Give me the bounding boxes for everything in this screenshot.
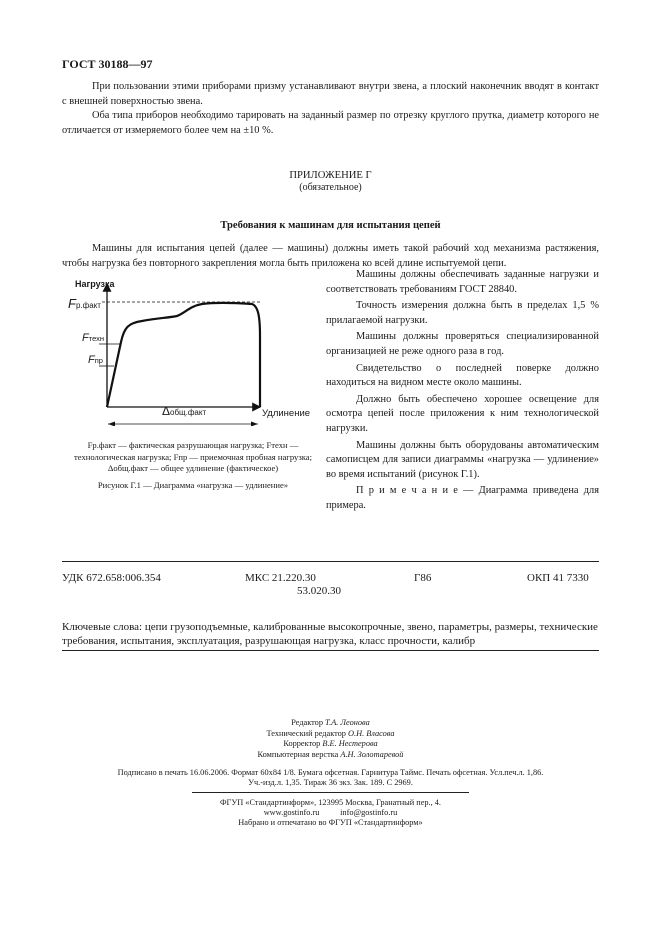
- intro-paragraph-1: При пользовании этими приборами призму устанавливают внутри звена, а плоский наконечник вводят в контакт с внешней поверхностью звена.: [62, 81, 599, 107]
- f-pr-label: Fпр: [88, 354, 103, 366]
- imprint-line-1: Подписано в печать 16.06.2006. Формат 60x84 1/8. Бумага офсетная. Гарнитура Таймс. Печать офсетная. Усл.печ.л. 1,86.: [117, 768, 544, 777]
- credits: [62, 718, 599, 760]
- figure-legend-1: Fр.факт — фактическая разрушающая нагрузка; Fтехн — технологическая нагрузка; Fпр — приемочная пробная нагрузка;: [74, 440, 312, 462]
- credit-tech-editor: Технический редактор О.Н. Власова: [266, 728, 395, 738]
- imprint-divider: [192, 792, 469, 793]
- credit-editor: Редактор Т.А. Леонова: [291, 718, 370, 727]
- mks-code-2: 53.020.30: [297, 585, 341, 597]
- f-tech-label: Fтехн: [82, 332, 104, 344]
- bottom-rule: [62, 650, 599, 651]
- udk-code: УДК 672.658:006.354: [62, 572, 161, 584]
- figure-caption: Рисунок Г.1 — Диаграмма «нагрузка — удлинение»: [97, 480, 289, 490]
- okp-code: ОКП 41 7330: [527, 572, 589, 584]
- classification-code: Г86: [414, 572, 432, 584]
- imprint-line-2: Уч.-изд.л. 1,35. Тираж 36 экз. Зак. 189. С 2969.: [248, 778, 413, 787]
- top-rule: [62, 561, 599, 562]
- requirement-item: Должно быть обеспечено хорошее освещение для осмотра цепей после приложения к ним технологической нагрузки.: [326, 393, 599, 434]
- note-text: — Диаграмма приведена для примера.: [326, 485, 599, 511]
- credit-proofreader: Корректор В.Е. Нестерова: [283, 739, 378, 749]
- y-axis-label: Нагрузка: [75, 279, 115, 289]
- requirement-item: Машины должны проверяться специализированной организацией не реже одного раза в год.: [326, 331, 599, 357]
- delta-arrow-right-icon: [251, 422, 258, 427]
- figure-legend-2: Δобщ.факт — общее удлинение (фактическое): [107, 463, 279, 473]
- imprint-line-4: www.gostinfo.ru info@gostinfo.ru: [263, 808, 398, 817]
- load-curve: [107, 303, 260, 407]
- requirement-item: Точность измерения должна быть в пределах 1,5 % прилагаемой нагрузки.: [326, 300, 599, 326]
- delta-label: Δобщ.факт: [162, 404, 207, 418]
- imprint-line-5: Набрано и отпечатано во ФГУП «Стандартинформ»: [238, 818, 423, 827]
- f-fact-label: Fр.факт: [68, 296, 101, 311]
- appendix-lead: Машины для испытания цепей (далее — машины) должны иметь такой рабочий ход механизма растяжения, чтобы нагрузка без повторного закрепления могла быть приложена ко всей длине испытуемой цепи.: [62, 243, 599, 269]
- appendix-title: ПРИЛОЖЕНИЕ Г: [289, 170, 372, 181]
- credit-layout: Компьютерная верстка А.Н. Золотаревой: [257, 749, 404, 759]
- note-label: П р и м е ч а н и е: [356, 485, 458, 497]
- requirement-item: Свидетельство о последней поверке должно находиться на видном месте около машины.: [326, 362, 599, 389]
- x-axis-label: Удлинение: [262, 408, 311, 419]
- delta-arrow-left-icon: [108, 422, 115, 427]
- note: [326, 484, 599, 513]
- keywords: Ключевые слова: цепи грузоподъемные, калиброванные высокопрочные, звено, параметры, размеры, технические требования, испытания, эксплуатация, разрушающая нагрузка, класс прочности, калибр: [62, 621, 598, 647]
- requirement-item: Машины должны обеспечивать заданные нагрузки и соответствовать требованиям ГОСТ 28840.: [326, 269, 599, 295]
- imprint-line-3: ФГУП «Стандартинформ», 123995 Москва, Гранатный пер., 4.: [220, 798, 441, 807]
- mks-code-1: МКС 21.220.30: [245, 572, 316, 584]
- requirement-item: Машины должны быть оборудованы автоматическим самописцем для записи диаграммы «нагрузка — удлинение» во время испытаний (рисунок Г.1).: [326, 439, 599, 480]
- doc-number: ГОСТ 30188—97: [62, 57, 153, 71]
- requirements-list: [326, 268, 599, 514]
- appendix-heading: Требования к машинам для испытания цепей: [220, 220, 441, 231]
- appendix-status: (обязательное): [299, 182, 362, 193]
- intro-paragraph-2: Оба типа приборов необходимо тарировать на заданный размер по отрезку круглого прутка, диаметр которого не отличается от измеряемого более чем на ±10 %.: [62, 110, 599, 136]
